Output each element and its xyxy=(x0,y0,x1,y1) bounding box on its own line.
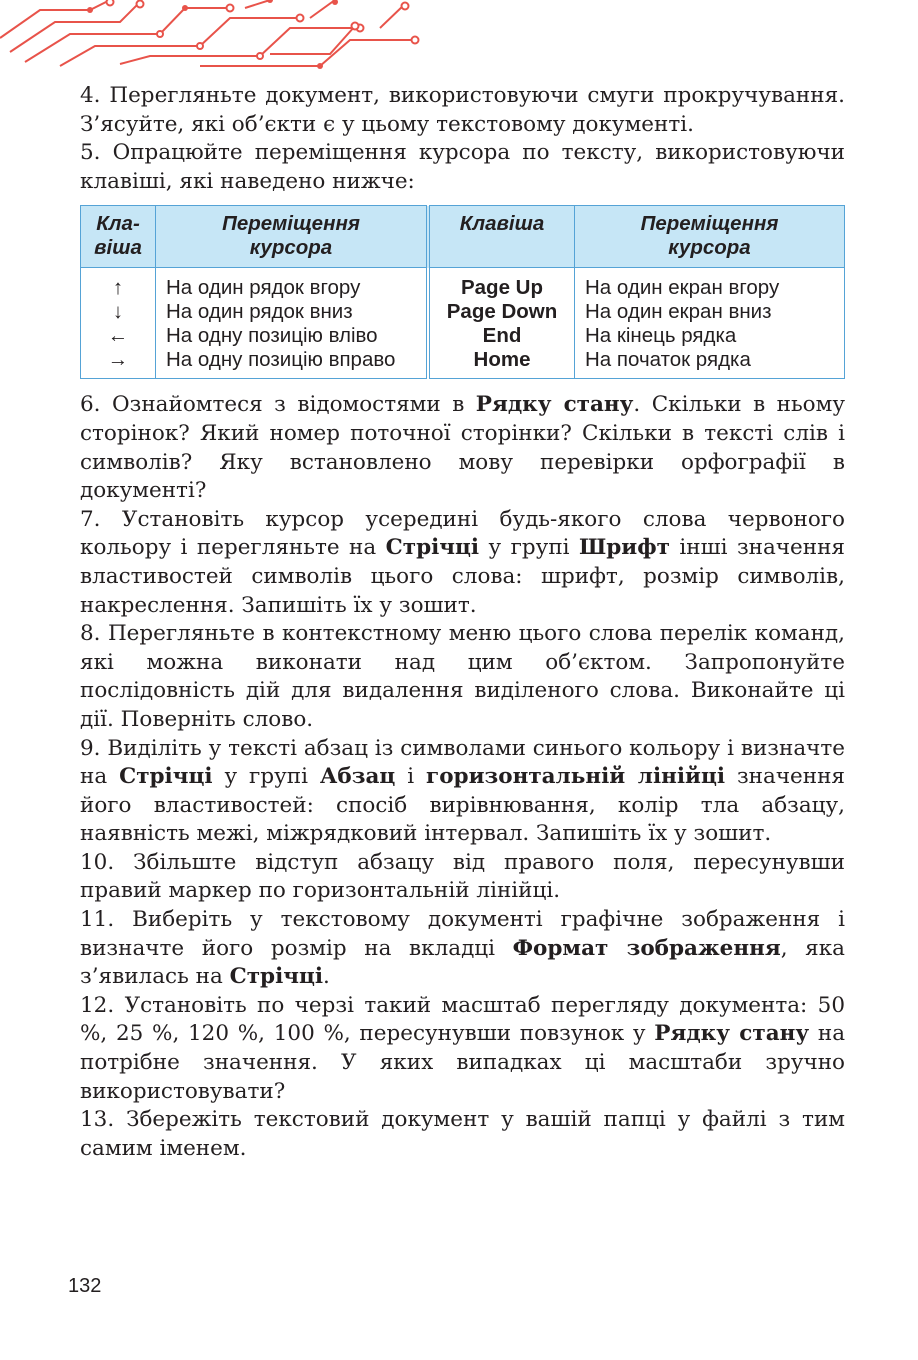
task-text: . xyxy=(323,964,330,990)
arrow-keys-cell xyxy=(81,268,156,379)
key-name: End xyxy=(482,324,522,348)
header-move-1-line1: Переміщення xyxy=(222,212,360,236)
task-item xyxy=(80,82,845,139)
header-move-2-line1: Переміщення xyxy=(640,212,779,236)
bold-term: Стрічці xyxy=(385,535,480,561)
task-text: у групі xyxy=(479,535,579,561)
bold-term: Стрічці xyxy=(119,764,213,790)
table-header-row xyxy=(81,206,845,268)
bold-term: Рядку стану xyxy=(475,392,634,418)
task-text: у групі xyxy=(212,764,320,790)
move-desc: На один екран вниз xyxy=(585,300,772,324)
page-number: 132 xyxy=(68,1275,102,1297)
task-number: 11. xyxy=(80,907,115,933)
move-desc: На один рядок вгору xyxy=(166,276,361,300)
move-desc: На один екран вгору xyxy=(585,276,780,300)
task-item xyxy=(80,992,845,1106)
task-text: Виділіть у тексті абзац із символами синього кольору і визначте на xyxy=(80,735,845,790)
page-moves-cell xyxy=(575,268,845,379)
task-number: 4. xyxy=(80,83,101,108)
page-keys-cell xyxy=(428,268,575,379)
task-item xyxy=(80,391,845,505)
move-desc: На одну позицію вліво xyxy=(166,324,378,348)
task-number: 7. xyxy=(80,506,101,532)
bold-term: Рядку стану xyxy=(654,1021,810,1047)
header-move-1-line2: курсора xyxy=(249,236,333,260)
header-key-1-line1: Кла- xyxy=(96,212,140,236)
task-number: 5. xyxy=(80,140,101,166)
task-item xyxy=(80,506,845,620)
task-number: 10. xyxy=(80,849,115,875)
task-number: 8. xyxy=(80,621,101,647)
task-text: Установіть по черзі такий масштаб перегляду документа: 50 %, 25 %, 120 %, 100 %, пересунувши повзунок у xyxy=(80,992,846,1047)
bold-term: горизонтальній лінійці xyxy=(426,764,726,790)
header-move-2 xyxy=(575,206,845,268)
task-text: . Скільки в ньому сторінок? Який номер поточної сторінки? Скільки в тексті слів і символів? Яку встановлено мову перевірки орфографії в документі? xyxy=(80,392,845,504)
task-item xyxy=(80,1106,845,1163)
task-text: і xyxy=(395,764,427,790)
bold-term: Шрифт xyxy=(578,535,670,561)
task-number: 9. xyxy=(80,735,101,761)
arrow-moves-cell xyxy=(156,268,429,379)
task-text: Перегляньте документ, використовуючи смуги прокручування. З’ясуйте, які об’єкти є у цьому текстовому документі. xyxy=(80,83,845,137)
arrow-left-icon: ← xyxy=(107,324,129,348)
table-body-row xyxy=(81,268,845,379)
header-key-1-line2: віша xyxy=(94,236,142,260)
header-move-1 xyxy=(156,206,429,268)
header-key-2-line1: Клавіша xyxy=(459,212,545,236)
move-desc: На кінець рядка xyxy=(585,324,737,348)
bold-term: Стрічці xyxy=(229,964,324,990)
task-text: Ознайомтеся з відомостями в xyxy=(111,392,476,418)
task-text: значення його властивостей: спосіб вирівнювання, колір тла абзацу, наявність межі, міжрядковий інтервал. Запишіть їх у зошит. xyxy=(80,764,845,847)
move-desc: На один рядок вниз xyxy=(166,300,353,324)
task-item xyxy=(80,735,845,849)
key-name: Home xyxy=(473,348,531,372)
task-item xyxy=(80,849,845,906)
arrow-right-icon: → xyxy=(107,348,129,372)
header-key-2 xyxy=(428,206,575,268)
task-number: 6. xyxy=(80,392,101,418)
move-desc: На початок рядка xyxy=(585,348,751,372)
bold-term: Абзац xyxy=(319,764,396,790)
task-number: 13. xyxy=(80,1107,115,1133)
task-item xyxy=(80,620,845,734)
circuit-decoration xyxy=(0,0,440,72)
task-text: Перегляньте в контекстному меню цього слова перелік команд, які можна виконати над цим об’єктом. Запропонуйте послідовність дій для видалення виділеного слова. Виконайте ці дії. Поверніть слово. xyxy=(80,621,845,732)
task-text: Установіть курсор усередині будь-якого слова червоного кольору і перегляньте на xyxy=(80,506,845,561)
task-text: , яка з’явилась на xyxy=(80,935,845,990)
task-text: на потрібне значення. У яких випадках ці масштаби зручно використовувати? xyxy=(80,1021,846,1104)
key-name: Page Down xyxy=(446,300,558,324)
task-number: 12. xyxy=(80,992,115,1018)
task-item xyxy=(80,139,845,196)
key-name: Page Up xyxy=(460,276,544,300)
task-item xyxy=(80,906,845,992)
task-list-bottom xyxy=(80,391,845,1163)
task-text: Виберіть у текстовому документі графічне зображення і визначте його розмір на вкладці xyxy=(80,907,845,961)
bold-term: Формат зображення xyxy=(512,935,781,961)
page-content xyxy=(80,82,845,1163)
task-text: Збережіть текстовий документ у вашій папці у файлі з тим самим іменем. xyxy=(80,1107,845,1161)
header-move-2-line2: курсора xyxy=(668,236,751,260)
arrow-up-icon: ↑ xyxy=(112,276,124,300)
cursor-navigation-table xyxy=(80,205,845,379)
task-text: Опрацюйте переміщення курсора по тексту, використовуючи клавіші, які наведено нижче: xyxy=(80,140,845,194)
task-list-top xyxy=(80,82,845,196)
task-text: інші значення властивостей символів цього слова: шрифт, розмір символів, накреслення. Запишіть їх у зошит. xyxy=(80,535,845,618)
header-key-1 xyxy=(81,206,156,268)
move-desc: На одну позицію вправо xyxy=(166,348,396,372)
arrow-down-icon: ↓ xyxy=(112,300,124,324)
task-text: Збільште відступ абзацу від правого поля, пересунувши правий маркер по горизонтальній лінійці. xyxy=(80,849,845,904)
